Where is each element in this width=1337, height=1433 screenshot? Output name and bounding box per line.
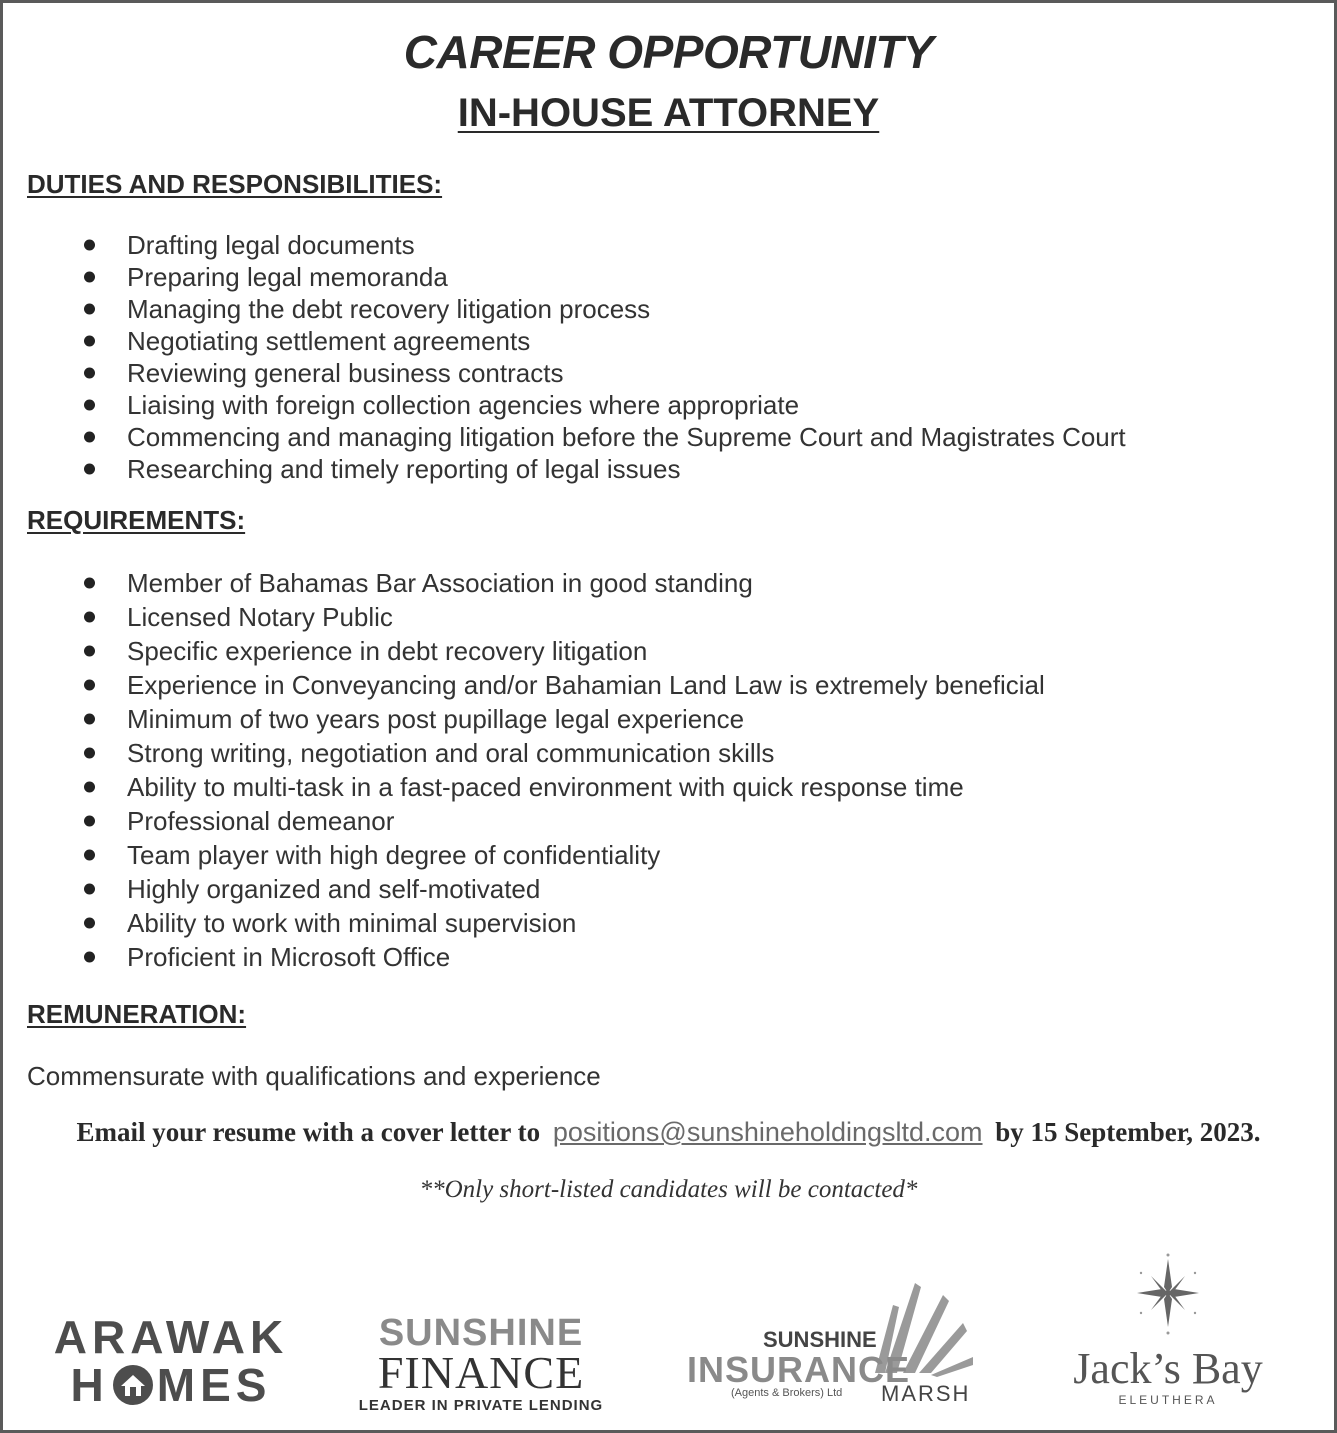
remuneration-heading: REMUNERATION:	[27, 999, 247, 1029]
apply-prefix: Email your resume with a cover letter to	[76, 1117, 541, 1147]
page-title: CAREER OPPORTUNITY	[403, 26, 934, 78]
sunshine-insurance-sub: (Agents & Brokers) Ltd	[731, 1387, 843, 1399]
list-item: Proficient in Microsoft Office	[3, 940, 1045, 974]
list-item: Preparing legal memoranda	[3, 261, 1126, 293]
house-icon	[111, 1363, 155, 1407]
list-item: Negotiating settlement agreements	[3, 325, 1126, 357]
arawak-line2-end: MES	[156, 1359, 272, 1411]
list-item: Team player with high degree of confidentiality	[3, 838, 1045, 872]
list-item: Specific experience in debt recovery litigation	[3, 634, 1045, 668]
list-item: Professional demeanor	[3, 804, 1045, 838]
apply-deadline: by 15 September, 2023.	[995, 1117, 1261, 1147]
duties-list	[3, 229, 1126, 485]
marsh-name: MARSH	[881, 1381, 971, 1406]
duties-heading: DUTIES AND RESPONSIBILITIES:	[27, 169, 443, 199]
list-item: Minimum of two years post pupillage legal experience	[3, 702, 1045, 736]
jacks-bay-logo	[1053, 1253, 1283, 1413]
arawak-line2	[41, 1361, 301, 1409]
list-item: Reviewing general business contracts	[3, 357, 1126, 389]
list-item: Licensed Notary Public	[3, 600, 1045, 634]
sunshine-finance-line1: SUNSHINE	[378, 1312, 584, 1354]
jacks-bay-name: Jack’s Bay	[1073, 1344, 1263, 1393]
arawak-homes-logo	[41, 1313, 301, 1409]
compass-rose-icon	[1135, 1253, 1201, 1337]
sunshine-finance-logo	[351, 1313, 611, 1414]
list-item: Researching and timely reporting of legal issues	[3, 453, 1126, 485]
list-item: Ability to work with minimal supervision	[3, 906, 1045, 940]
job-title	[3, 91, 1334, 136]
apply-instructions	[3, 1117, 1334, 1148]
list-item: Experience in Conveyancing and/or Bahamian Land Law is extremely beneficial	[3, 668, 1045, 702]
job-title-text: IN-HOUSE ATTORNEY	[457, 91, 880, 135]
remuneration-text: Commensurate with qualifications and experience	[27, 1061, 601, 1091]
sunshine-finance-tagline: LEADER IN PRIVATE LENDING	[358, 1397, 604, 1414]
jacks-bay-place: ELEUTHERA	[1118, 1393, 1218, 1407]
list-item: Member of Bahamas Bar Association in good standing	[3, 566, 1045, 600]
email-link[interactable]: positions@sunshineholdingsltd.com	[552, 1117, 983, 1147]
list-item: Liaising with foreign collection agencies where appropriate	[3, 389, 1126, 421]
list-item: Strong writing, negotiation and oral communication skills	[3, 736, 1045, 770]
requirements-heading: REQUIREMENTS:	[27, 505, 246, 535]
list-item: Commencing and managing litigation before the Supreme Court and Magistrates Court	[3, 421, 1126, 453]
shortlist-note: **Only short-listed candidates will be contacted*	[419, 1176, 918, 1203]
sponsor-logos	[3, 1253, 1334, 1423]
requirements-list	[3, 566, 1045, 974]
list-item: Ability to multi-task in a fast-paced environment with quick response time	[3, 770, 1045, 804]
list-item: Drafting legal documents	[3, 229, 1126, 261]
sunshine-insurance-line1: SUNSHINE	[763, 1327, 877, 1352]
sunshine-insurance-line2: INSURANCE	[687, 1349, 911, 1390]
list-item: Managing the debt recovery litigation process	[3, 293, 1126, 325]
sunshine-insurance-logo	[685, 1283, 985, 1413]
list-item: Highly organized and self-motivated	[3, 872, 1045, 906]
arawak-line1: ARAWAK	[53, 1311, 289, 1363]
arawak-line2-start: H	[70, 1359, 109, 1411]
sunshine-finance-line2: FINANCE	[377, 1347, 585, 1398]
